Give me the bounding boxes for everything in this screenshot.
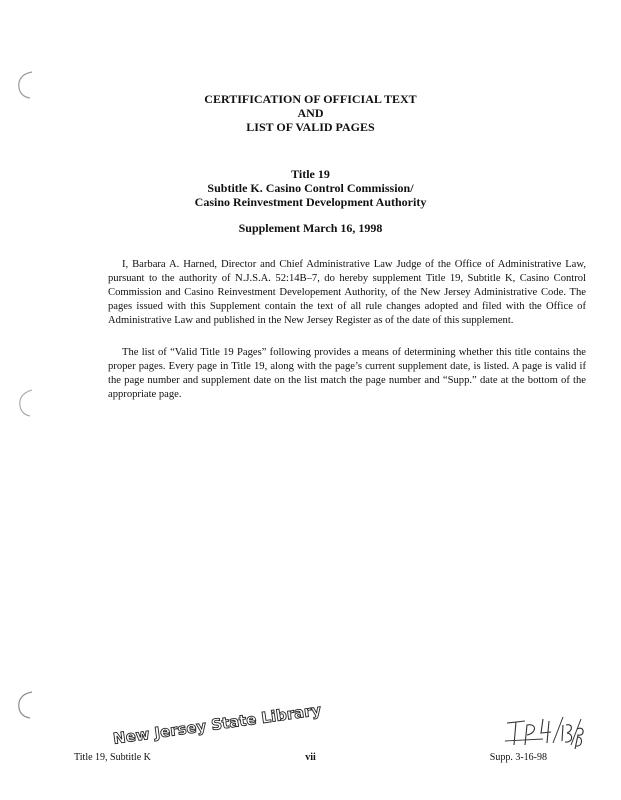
page-number: vii	[305, 752, 316, 763]
subtitle-line: Casino Reinvestment Development Authority	[194, 195, 427, 209]
valid-pages-paragraph: The list of “Valid Title 19 Pages” following provides a means of determining whether this title contains the proper pages. Every page in Title 19, along with the page’s current supplement date, is listed. A page is valid if the page number and supplement date on the list match the page number and “Supp.” date at the bottom of the appropriate page.	[108, 347, 586, 400]
heading-line: LIST OF VALID PAGES	[246, 120, 375, 134]
certification-paragraph: I, Barbara A. Harned, Director and Chief Administrative Law Judge of the Office of Administrative Law, pursuant to the authority of N.J.S.A. 52:14B–7, do hereby supplement Title 19, Subtitle K, Casino Control Commission and Casino Reinvestment Developement Authority, of the New Jersey Administrative Code. The pages issued with this Supplement contain the text of all rule changes adopted and filed with the Office of Administrative Law and published in the New Jersey Register as of the date of this supplement.	[108, 259, 586, 326]
supplement-date-heading: Supplement March 16, 1998	[238, 221, 383, 235]
heading-line: AND	[297, 106, 324, 120]
library-stamp	[106, 700, 323, 748]
certification-heading	[0, 92, 621, 134]
subtitle-line: Subtitle K. Casino Control Commission/	[207, 181, 414, 195]
title-line: Title 19	[291, 167, 330, 181]
heading-line: CERTIFICATION OF OFFICIAL TEXT	[204, 92, 417, 106]
footer-title: Title 19, Subtitle K	[74, 752, 151, 763]
stamp-text: New Jersey State Library	[111, 700, 323, 748]
title-block	[0, 167, 621, 209]
punch-hole-mark	[14, 690, 36, 720]
punch-hole-mark	[14, 388, 36, 418]
supplement-date: Supp. 3-16-98	[489, 752, 547, 763]
handwritten-initials	[503, 713, 585, 753]
